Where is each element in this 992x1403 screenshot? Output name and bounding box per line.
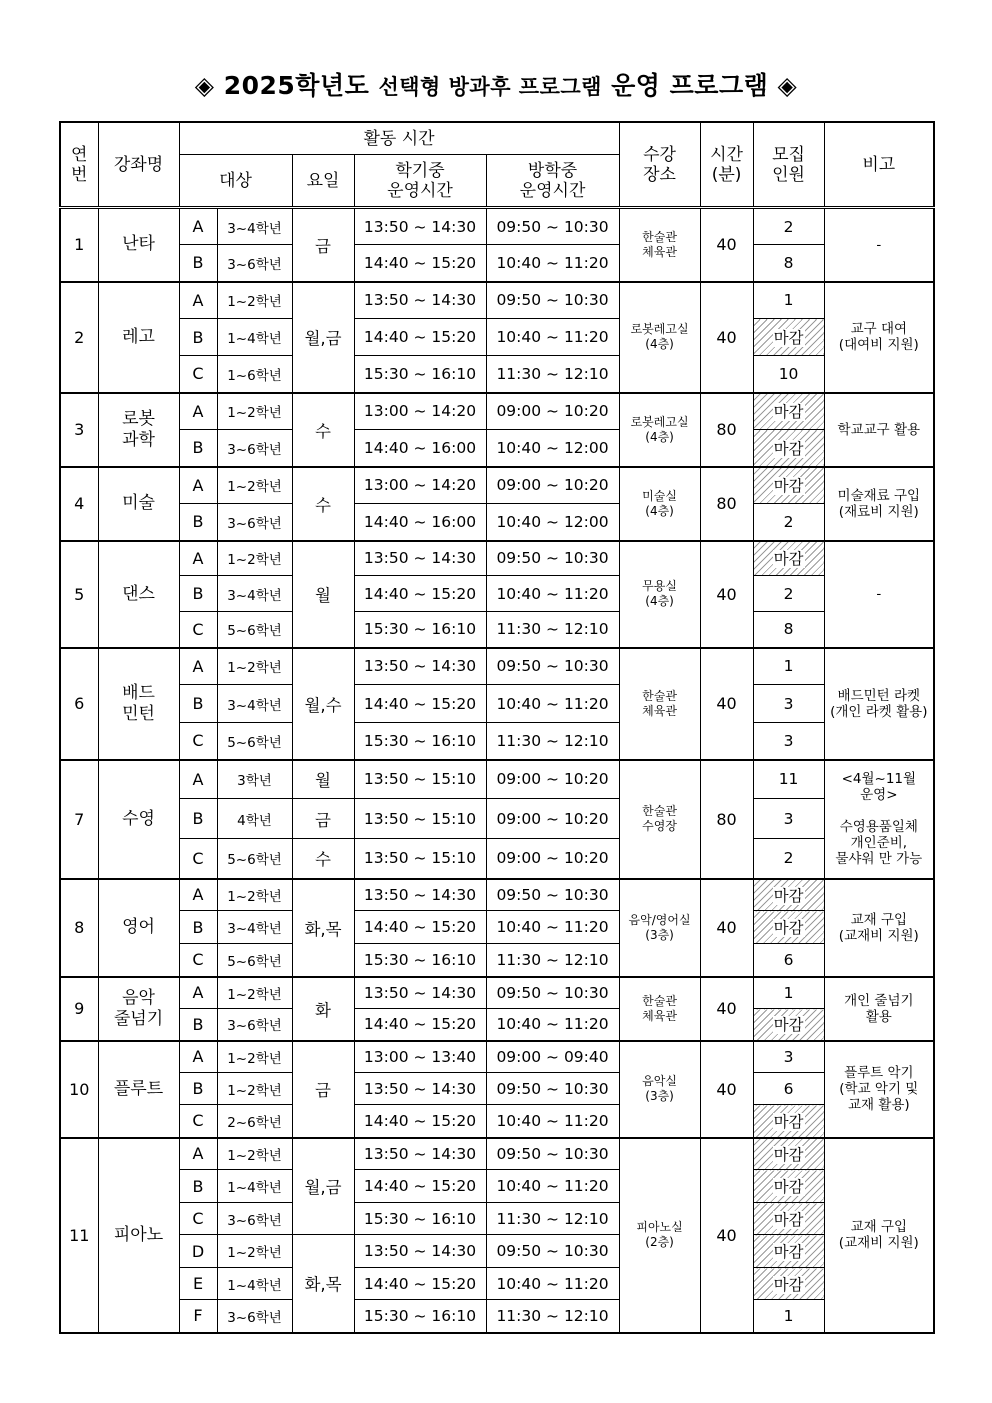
class-place: 피아노실 (2층): [619, 1138, 700, 1333]
table-row: [60, 1073, 934, 1105]
semester-time: 13:50 ~ 14:30: [354, 282, 486, 319]
section-letter: C: [179, 612, 217, 648]
table-row: [60, 504, 934, 541]
program-group: [60, 208, 934, 282]
program-note: 배드민턴 라켓 (개인 라켓 활용): [824, 648, 934, 760]
target-grade: 3~6학년: [217, 1203, 292, 1235]
day-of-week: 월: [292, 760, 354, 799]
table-row: [60, 1009, 934, 1041]
table-row: [60, 393, 934, 430]
table-row: [60, 319, 934, 356]
vacation-time: 09:50 ~ 10:30: [486, 282, 619, 319]
section-letter: A: [179, 208, 217, 245]
program-note: 개인 줄넘기 활용: [824, 977, 934, 1041]
class-duration: 40: [700, 1041, 753, 1138]
day-of-week: 금: [292, 799, 354, 839]
section-letter: F: [179, 1300, 217, 1333]
target-grade: 1~4학년: [217, 319, 292, 356]
program-name: 영어: [98, 879, 179, 977]
day-of-week: 수: [292, 393, 354, 467]
page-title: [0, 66, 992, 102]
recruit-closed-badge: 마감: [753, 1170, 824, 1203]
table-row: [60, 612, 934, 648]
day-of-week: 월,수: [292, 648, 354, 760]
recruit-closed-badge: 마감: [753, 1235, 824, 1268]
vacation-time: 09:50 ~ 10:30: [486, 1138, 619, 1170]
class-duration: 40: [700, 541, 753, 648]
semester-time: 14:40 ~ 15:20: [354, 685, 486, 723]
section-letter: C: [179, 1203, 217, 1235]
target-grade: 3~6학년: [217, 430, 292, 467]
section-letter: A: [179, 977, 217, 1009]
section-letter: B: [179, 685, 217, 723]
vacation-time: 10:40 ~ 12:00: [486, 504, 619, 541]
target-grade: 1~2학년: [217, 1073, 292, 1105]
section-letter: C: [179, 944, 217, 977]
section-letter: A: [179, 393, 217, 430]
program-group: [60, 1041, 934, 1138]
target-grade: 5~6학년: [217, 839, 292, 879]
semester-time: 15:30 ~ 16:10: [354, 723, 486, 760]
day-of-week: 수: [292, 467, 354, 541]
table-row: [60, 282, 934, 319]
vacation-time: 11:30 ~ 12:10: [486, 356, 619, 393]
class-place: 한술관 체육관: [619, 977, 700, 1041]
header-vacation-time: 방학중 운영시간: [486, 155, 619, 208]
table-row: [60, 1268, 934, 1300]
recruit-count: 1: [753, 977, 824, 1009]
target-grade: 3~6학년: [217, 504, 292, 541]
semester-time: 15:30 ~ 16:10: [354, 356, 486, 393]
semester-time: 14:40 ~ 16:00: [354, 504, 486, 541]
target-grade: 2~6학년: [217, 1105, 292, 1138]
target-grade: 1~2학년: [217, 1235, 292, 1268]
day-of-week: 월,금: [292, 1138, 354, 1235]
recruit-closed-badge: 마감: [753, 911, 824, 944]
program-note: -: [824, 541, 934, 648]
section-letter: A: [179, 1041, 217, 1073]
program-name: 댄스: [98, 541, 179, 648]
vacation-time: 10:40 ~ 11:20: [486, 911, 619, 944]
recruit-count: 6: [753, 944, 824, 977]
vacation-time: 11:30 ~ 12:10: [486, 1300, 619, 1333]
semester-time: 13:50 ~ 14:30: [354, 1138, 486, 1170]
recruit-closed-badge: 마감: [753, 541, 824, 576]
vacation-time: 10:40 ~ 11:20: [486, 1105, 619, 1138]
semester-time: 15:30 ~ 16:10: [354, 1300, 486, 1333]
class-place: 한술관 수영장: [619, 760, 700, 879]
recruit-count: 1: [753, 282, 824, 319]
program-number: 2: [60, 282, 98, 393]
target-grade: 1~4학년: [217, 1268, 292, 1300]
target-grade: 3~4학년: [217, 576, 292, 612]
recruit-count: 2: [753, 839, 824, 879]
section-letter: B: [179, 1073, 217, 1105]
program-name: 플루트: [98, 1041, 179, 1138]
recruit-count: 2: [753, 576, 824, 612]
recruit-closed-badge: 마감: [753, 1105, 824, 1138]
program-number: 11: [60, 1138, 98, 1333]
program-number: 6: [60, 648, 98, 760]
semester-time: 13:50 ~ 15:10: [354, 839, 486, 879]
vacation-time: 09:50 ~ 10:30: [486, 208, 619, 245]
table-row: [60, 799, 934, 839]
table-row: [60, 977, 934, 1009]
class-place: 로봇레고실 (4층): [619, 282, 700, 393]
class-place: 무용실 (4층): [619, 541, 700, 648]
semester-time: 13:00 ~ 14:20: [354, 467, 486, 504]
semester-time: 13:00 ~ 13:40: [354, 1041, 486, 1073]
program-name: 피아노: [98, 1138, 179, 1333]
title-main: 선택형 방과후 프로그램: [378, 75, 602, 99]
vacation-time: 09:00 ~ 10:20: [486, 799, 619, 839]
program-group: [60, 648, 934, 760]
table-row: [60, 1138, 934, 1170]
program-note: 교구 대여 (대여비 지원): [824, 282, 934, 393]
table-row: [60, 879, 934, 911]
target-grade: 1~2학년: [217, 977, 292, 1009]
semester-time: 13:50 ~ 14:30: [354, 648, 486, 685]
section-letter: B: [179, 799, 217, 839]
section-letter: B: [179, 911, 217, 944]
semester-time: 13:50 ~ 14:30: [354, 541, 486, 576]
vacation-time: 10:40 ~ 11:20: [486, 1170, 619, 1203]
header-activity-time: 활동 시간: [179, 122, 619, 155]
program-group: [60, 879, 934, 977]
vacation-time: 09:00 ~ 10:20: [486, 760, 619, 799]
class-duration: 40: [700, 208, 753, 282]
target-grade: 1~2학년: [217, 393, 292, 430]
program-group: [60, 282, 934, 393]
program-note: -: [824, 208, 934, 282]
vacation-time: 10:40 ~ 11:20: [486, 1268, 619, 1300]
table-row: [60, 1170, 934, 1203]
title-prefix: ◈ 2025학년도: [194, 71, 379, 100]
section-letter: A: [179, 541, 217, 576]
vacation-time: 10:40 ~ 11:20: [486, 685, 619, 723]
vacation-time: 11:30 ~ 12:10: [486, 944, 619, 977]
semester-time: 14:40 ~ 15:20: [354, 245, 486, 282]
table-row: [60, 648, 934, 685]
class-duration: 40: [700, 1138, 753, 1333]
recruit-count: 1: [753, 648, 824, 685]
program-note: 플루트 악기 (학교 악기 및 교재 활용): [824, 1041, 934, 1138]
program-number: 4: [60, 467, 98, 541]
section-letter: B: [179, 1009, 217, 1041]
program-name: 미술: [98, 467, 179, 541]
vacation-time: 10:40 ~ 11:20: [486, 576, 619, 612]
semester-time: 14:40 ~ 15:20: [354, 576, 486, 612]
table-row: [60, 245, 934, 282]
section-letter: A: [179, 648, 217, 685]
header-target: 대상: [179, 155, 292, 208]
semester-time: 13:50 ~ 14:30: [354, 879, 486, 911]
day-of-week: 금: [292, 1041, 354, 1138]
recruit-count: 1: [753, 1300, 824, 1333]
semester-time: 14:40 ~ 15:20: [354, 1170, 486, 1203]
program-name: 로봇 과학: [98, 393, 179, 467]
recruit-count: 2: [753, 504, 824, 541]
program-name: 음악 줄넘기: [98, 977, 179, 1041]
vacation-time: 09:50 ~ 10:30: [486, 1235, 619, 1268]
vacation-time: 09:50 ~ 10:30: [486, 977, 619, 1009]
day-of-week: 화,목: [292, 879, 354, 977]
section-letter: A: [179, 760, 217, 799]
semester-time: 14:40 ~ 15:20: [354, 1009, 486, 1041]
class-duration: 40: [700, 977, 753, 1041]
program-number: 3: [60, 393, 98, 467]
class-place: 음악실 (3층): [619, 1041, 700, 1138]
section-letter: C: [179, 1105, 217, 1138]
section-letter: B: [179, 1170, 217, 1203]
table-row: [60, 1105, 934, 1138]
program-name: 수영: [98, 760, 179, 879]
program-note: 교재 구입 (교재비 지원): [824, 1138, 934, 1333]
vacation-time: 09:00 ~ 10:20: [486, 393, 619, 430]
day-of-week: 수: [292, 839, 354, 879]
table-row: [60, 208, 934, 245]
recruit-closed-badge: 마감: [753, 319, 824, 356]
table-row: [60, 839, 934, 879]
table-row: [60, 356, 934, 393]
recruit-closed-badge: 마감: [753, 1138, 824, 1170]
program-group: [60, 467, 934, 541]
day-of-week: 화,목: [292, 1235, 354, 1333]
target-grade: 1~2학년: [217, 648, 292, 685]
table-row: [60, 430, 934, 467]
section-letter: C: [179, 839, 217, 879]
section-letter: B: [179, 245, 217, 282]
table-row: [60, 944, 934, 977]
recruit-closed-badge: 마감: [753, 393, 824, 430]
vacation-time: 10:40 ~ 11:20: [486, 1009, 619, 1041]
target-grade: 5~6학년: [217, 944, 292, 977]
table-row: [60, 467, 934, 504]
recruit-closed-badge: 마감: [753, 1009, 824, 1041]
class-place: 한술관 체육관: [619, 208, 700, 282]
section-letter: E: [179, 1268, 217, 1300]
program-name: 난타: [98, 208, 179, 282]
target-grade: 4학년: [217, 799, 292, 839]
recruit-closed-badge: 마감: [753, 467, 824, 504]
day-of-week: 금: [292, 208, 354, 282]
program-number: 1: [60, 208, 98, 282]
header-day: 요일: [292, 155, 354, 208]
semester-time: 13:50 ~ 14:30: [354, 977, 486, 1009]
recruit-closed-badge: 마감: [753, 1268, 824, 1300]
day-of-week: 화: [292, 977, 354, 1041]
class-place: 로봇레고실 (4층): [619, 393, 700, 467]
section-letter: A: [179, 879, 217, 911]
section-letter: B: [179, 576, 217, 612]
recruit-closed-badge: 마감: [753, 879, 824, 911]
program-number: 10: [60, 1041, 98, 1138]
table-row: [60, 723, 934, 760]
recruit-count: 8: [753, 245, 824, 282]
program-name: 배드 민턴: [98, 648, 179, 760]
program-number: 5: [60, 541, 98, 648]
program-note: 교재 구입 (교재비 지원): [824, 879, 934, 977]
semester-time: 15:30 ~ 16:10: [354, 944, 486, 977]
recruit-count: 3: [753, 1041, 824, 1073]
semester-time: 14:40 ~ 15:20: [354, 911, 486, 944]
header-semester-time: 학기중 운영시간: [354, 155, 486, 208]
semester-time: 13:00 ~ 14:20: [354, 393, 486, 430]
table-row: [60, 760, 934, 799]
header-place: 수강 장소: [619, 122, 700, 208]
class-duration: 40: [700, 282, 753, 393]
target-grade: 1~2학년: [217, 1138, 292, 1170]
recruit-count: 3: [753, 799, 824, 839]
section-letter: B: [179, 430, 217, 467]
header-note: 비고: [824, 122, 934, 208]
vacation-time: 09:50 ~ 10:30: [486, 648, 619, 685]
table-row: [60, 911, 934, 944]
day-of-week: 월: [292, 541, 354, 648]
recruit-count: 2: [753, 208, 824, 245]
title-suffix: 운영 프로그램 ◈: [601, 71, 798, 100]
program-group: [60, 393, 934, 467]
semester-time: 15:30 ~ 16:10: [354, 612, 486, 648]
target-grade: 3~4학년: [217, 208, 292, 245]
program-group: [60, 760, 934, 879]
recruit-count: 11: [753, 760, 824, 799]
class-duration: 80: [700, 760, 753, 879]
target-grade: 3~4학년: [217, 911, 292, 944]
target-grade: 5~6학년: [217, 612, 292, 648]
class-place: 미술실 (4층): [619, 467, 700, 541]
target-grade: 1~2학년: [217, 1041, 292, 1073]
target-grade: 1~2학년: [217, 282, 292, 319]
vacation-time: 10:40 ~ 12:00: [486, 430, 619, 467]
recruit-count: 8: [753, 612, 824, 648]
section-letter: B: [179, 504, 217, 541]
vacation-time: 09:50 ~ 10:30: [486, 879, 619, 911]
recruit-count: 10: [753, 356, 824, 393]
program-group: [60, 1138, 934, 1333]
program-note: 미술재료 구입 (재료비 지원): [824, 467, 934, 541]
class-duration: 80: [700, 393, 753, 467]
vacation-time: 10:40 ~ 11:20: [486, 319, 619, 356]
day-of-week: 월,금: [292, 282, 354, 393]
table-row: [60, 1300, 934, 1333]
semester-time: 15:30 ~ 16:10: [354, 1203, 486, 1235]
semester-time: 13:50 ~ 15:10: [354, 760, 486, 799]
vacation-time: 09:50 ~ 10:30: [486, 1073, 619, 1105]
section-letter: C: [179, 356, 217, 393]
recruit-count: 3: [753, 723, 824, 760]
program-group: [60, 541, 934, 648]
semester-time: 14:40 ~ 15:20: [354, 319, 486, 356]
semester-time: 14:40 ~ 15:20: [354, 1268, 486, 1300]
semester-time: 13:50 ~ 14:30: [354, 1073, 486, 1105]
target-grade: 1~2학년: [217, 879, 292, 911]
section-letter: C: [179, 723, 217, 760]
vacation-time: 09:50 ~ 10:30: [486, 541, 619, 576]
table-row: [60, 1203, 934, 1235]
table-header: [60, 122, 934, 208]
target-grade: 1~2학년: [217, 541, 292, 576]
table-row: [60, 1235, 934, 1268]
target-grade: 1~6학년: [217, 356, 292, 393]
program-group: [60, 977, 934, 1041]
vacation-time: 10:40 ~ 11:20: [486, 245, 619, 282]
recruit-closed-badge: 마감: [753, 430, 824, 467]
target-grade: 1~4학년: [217, 1170, 292, 1203]
vacation-time: 09:00 ~ 10:20: [486, 467, 619, 504]
vacation-time: 11:30 ~ 12:10: [486, 1203, 619, 1235]
target-grade: 3학년: [217, 760, 292, 799]
header-recruit: 모집 인원: [753, 122, 824, 208]
program-number: 9: [60, 977, 98, 1041]
table-row: [60, 541, 934, 576]
vacation-time: 09:00 ~ 09:40: [486, 1041, 619, 1073]
program-table: [59, 121, 935, 1334]
vacation-time: 11:30 ~ 12:10: [486, 612, 619, 648]
program-name: 레고: [98, 282, 179, 393]
program-number: 8: [60, 879, 98, 977]
recruit-closed-badge: 마감: [753, 1203, 824, 1235]
section-letter: B: [179, 319, 217, 356]
class-place: 한술관 체육관: [619, 648, 700, 760]
semester-time: 14:40 ~ 16:00: [354, 430, 486, 467]
recruit-count: 6: [753, 1073, 824, 1105]
section-letter: D: [179, 1235, 217, 1268]
section-letter: A: [179, 282, 217, 319]
target-grade: 3~4학년: [217, 685, 292, 723]
vacation-time: 09:00 ~ 10:20: [486, 839, 619, 879]
target-grade: 3~6학년: [217, 245, 292, 282]
program-note: 학교교구 활용: [824, 393, 934, 467]
vacation-time: 11:30 ~ 12:10: [486, 723, 619, 760]
table-row: [60, 576, 934, 612]
class-duration: 40: [700, 648, 753, 760]
class-duration: 40: [700, 879, 753, 977]
program-note: <4월~11월 운영> 수영용품일체 개인준비, 물샤워 만 가능: [824, 760, 934, 879]
semester-time: 13:50 ~ 14:30: [354, 1235, 486, 1268]
section-letter: A: [179, 467, 217, 504]
target-grade: 3~6학년: [217, 1009, 292, 1041]
header-name: 강좌명: [98, 122, 179, 208]
semester-time: 14:40 ~ 15:20: [354, 1105, 486, 1138]
section-letter: A: [179, 1138, 217, 1170]
semester-time: 13:50 ~ 14:30: [354, 208, 486, 245]
table-row: [60, 1041, 934, 1073]
table-row: [60, 685, 934, 723]
header-num: 연 번: [60, 122, 98, 208]
class-duration: 80: [700, 467, 753, 541]
class-place: 음악/영어실 (3층): [619, 879, 700, 977]
header-duration: 시간 (분): [700, 122, 753, 208]
target-grade: 1~2학년: [217, 467, 292, 504]
target-grade: 5~6학년: [217, 723, 292, 760]
recruit-count: 3: [753, 685, 824, 723]
semester-time: 13:50 ~ 15:10: [354, 799, 486, 839]
program-number: 7: [60, 760, 98, 879]
target-grade: 3~6학년: [217, 1300, 292, 1333]
